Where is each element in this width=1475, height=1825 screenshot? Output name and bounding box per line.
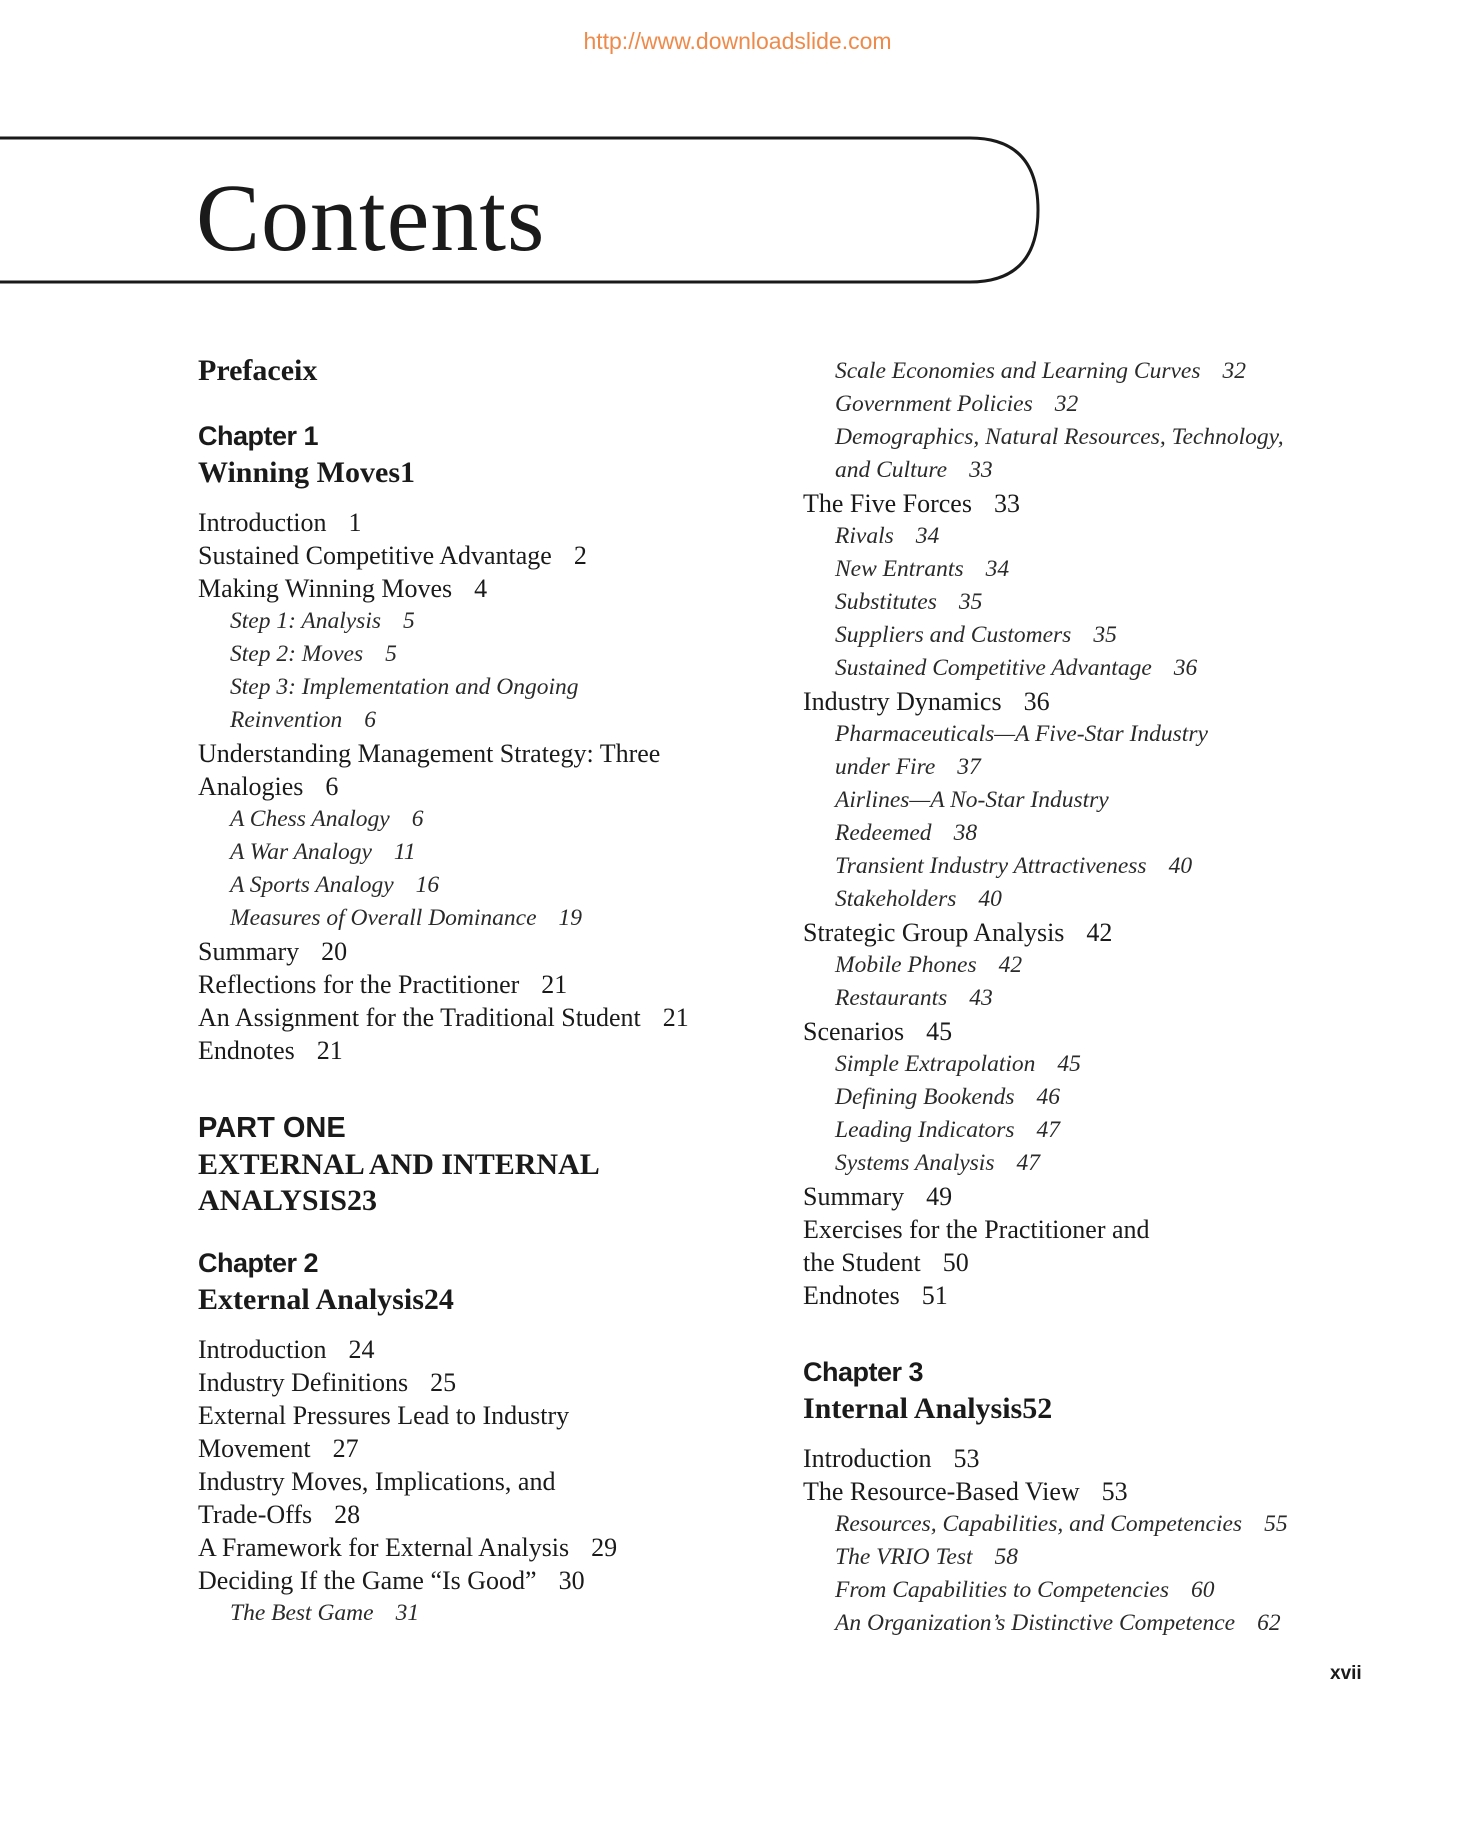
toc-entry[interactable] [198,1564,758,1597]
toc-entry-text: Understanding Management Strategy: Three [198,739,661,768]
toc-entry-text: and Culture [835,457,948,483]
toc-entry-page: 6 [364,707,376,733]
toc-entry-text: The Five Forces [803,489,972,518]
toc-subentry[interactable] [803,355,1363,388]
toc-entry[interactable] [198,1366,758,1399]
toc-subentry[interactable] [803,1114,1363,1147]
toc-entry-text: under Fire [835,754,936,780]
toc-entry-page: 21 [541,970,568,999]
toc-entry-text: Government Policies [835,391,1033,417]
part-title[interactable] [198,1147,758,1219]
toc-entry-text: Restaurants [835,985,948,1011]
toc-entry-page: 58 [994,1544,1019,1570]
toc-entry-text: External Pressures Lead to Industry [198,1401,570,1430]
part-title-line: EXTERNAL AND INTERNAL [198,1148,600,1181]
chapter-title[interactable] [803,1390,1363,1428]
toc-subentry[interactable] [198,836,758,869]
part-label: PART ONE [198,1112,346,1144]
toc-entry-text: Industry Moves, Implications, and [198,1467,556,1496]
toc-entry-text: Winning Moves [198,456,400,489]
toc-subentry[interactable] [803,1607,1363,1640]
toc-entry-text: Stakeholders [835,886,957,912]
toc-entry-page: 33 [993,489,1020,518]
toc-entry-page: 36 [1023,687,1050,716]
toc-entry-text: Transient Industry Attractiveness [835,853,1147,879]
toc-entry-text: Summary [198,937,300,966]
toc-entry[interactable] [198,1333,758,1366]
toc-subentry[interactable] [198,1597,758,1630]
toc-entry[interactable] [198,506,758,539]
toc-entry-page: 1 [400,456,415,489]
toc-entry-page: 27 [332,1434,359,1463]
toc-entry-page: 40 [978,886,1002,912]
toc-entry-page: 6 [411,806,424,832]
toc-entry-page: 47 [1016,1150,1040,1176]
toc-subentry[interactable] [803,718,1363,751]
toc-subentry[interactable] [803,850,1363,883]
toc-entry[interactable] [803,1279,1363,1312]
toc-subentry[interactable] [198,671,758,704]
toc-subentry[interactable] [803,1508,1363,1541]
toc-entry-text: The Resource-Based View [803,1477,1080,1506]
toc-entry[interactable] [198,935,758,968]
toc-subentry[interactable] [803,1048,1363,1081]
chapter-label: Chapter 3 [803,1357,924,1387]
toc-entry-text: Reflections for the Practitioner [198,970,520,999]
chapter-title[interactable] [198,1281,758,1319]
toc-entry[interactable] [803,1475,1363,1508]
toc-subentry[interactable] [803,817,1363,850]
toc-entry-page: 30 [558,1566,585,1595]
toc-entry-page: 28 [334,1500,361,1529]
toc-entry-page: 20 [321,937,348,966]
toc-subentry[interactable] [803,784,1363,817]
toc-entry-page: 55 [1264,1511,1288,1537]
toc-entry-page: 5 [403,608,415,634]
toc-entry-text: Preface [198,354,295,387]
toc-entry[interactable] [198,1432,758,1465]
toc-entry-page: ix [294,354,318,387]
toc-entry-text: Leading Indicators [835,1117,1015,1143]
toc-entry-page: 42 [998,952,1023,978]
toc-entry-text: Simple Extrapolation [835,1051,1036,1077]
toc-entry-text: Rivals [835,523,894,549]
toc-entry[interactable] [803,487,1363,520]
toc-entry-page: 36 [1173,655,1198,681]
toc-entry-text: New Entrants [835,556,964,582]
toc-entry[interactable] [198,539,758,572]
toc-entry-page: 45 [1057,1051,1081,1077]
toc-entry-text: Industry Dynamics [803,687,1002,716]
toc-entry[interactable] [198,1034,758,1067]
toc-entry[interactable] [198,968,758,1001]
toc-subentry[interactable] [803,421,1363,454]
toc-entry-page: 1 [348,508,362,537]
toc-entry-page: 51 [921,1281,948,1310]
toc-entry-text: Trade-Offs [198,1500,313,1529]
toc-subentry[interactable] [803,553,1363,586]
toc-entry[interactable] [198,1498,758,1531]
toc-entry-text: External Analysis [198,1283,424,1316]
toc-entry-page: 24 [348,1335,375,1364]
toc-preface[interactable] [198,352,758,390]
toc-entry-text: Scenarios [803,1017,905,1046]
toc-entry-page: 29 [591,1533,618,1562]
toc-entry-text: Endnotes [803,1281,900,1310]
toc-entry-page: 42 [1086,918,1113,947]
toc-entry-page: 21 [662,1003,689,1032]
header-url[interactable]: http://www.downloadslide.com [583,28,892,54]
toc-entry-text: Sustained Competitive Advantage [835,655,1152,681]
toc-subentry[interactable] [198,803,758,836]
section-gap [803,1312,1363,1354]
toc-entry-text: Step 2: Moves [230,641,364,667]
toc-entry[interactable] [803,1442,1363,1475]
toc-subentry[interactable] [803,982,1363,1015]
toc-entry-text: Measures of Overall Dominance [230,905,537,931]
toc-entry-text: Scale Economies and Learning Curves [835,358,1201,384]
toc-entry-text: A Chess Analogy [230,806,390,832]
toc-entry-text: The Best Game [230,1600,374,1626]
toc-entry-text: Resources, Capabilities, and Competencies [835,1511,1243,1537]
toc-entry-text: Introduction [803,1444,932,1473]
toc-subentry[interactable] [803,652,1363,685]
toc-subentry[interactable] [198,704,758,737]
toc-entry-text: Demographics, Natural Resources, Technology, [835,424,1284,450]
toc-entry-text: Airlines—A No-Star Industry [835,787,1109,813]
toc-entry-text: Analogies [198,772,304,801]
toc-entry-page: 43 [969,985,993,1011]
toc-entry-page: 11 [393,839,416,865]
chapter-label: Chapter 2 [198,1248,319,1278]
toc-entry-page: 52 [1022,1392,1053,1425]
toc-entry[interactable] [198,1465,758,1498]
toc-subentry[interactable] [803,883,1363,916]
page-title: Contents [196,164,546,271]
toc-entry-page: 60 [1190,1577,1215,1603]
part-title-line [198,1183,758,1219]
toc-entry-page: 21 [316,1036,343,1065]
toc-entry-page: 4 [474,574,488,603]
toc-entry-page: 37 [957,754,981,780]
toc-entry[interactable] [803,1213,1363,1246]
toc-entry[interactable] [198,1001,758,1034]
toc-entry-text: Redeemed [835,820,932,846]
toc-entry-page: 53 [1101,1477,1128,1506]
toc-entry-page: 35 [1093,622,1117,648]
toc-entry-text: Systems Analysis [835,1150,995,1176]
toc-entry-page: 50 [942,1248,969,1277]
toc-entry-page: 62 [1257,1610,1281,1636]
toc-entry-page: 53 [953,1444,980,1473]
toc-entry-text: A Framework for External Analysis [198,1533,570,1562]
toc-subentry[interactable] [803,751,1363,784]
toc-subentry[interactable] [803,619,1363,652]
toc-entry-text: From Capabilities to Competencies [835,1577,1169,1603]
toc-left-column [198,352,758,1630]
toc-entry-text: Deciding If the Game “Is Good” [198,1566,537,1595]
toc-subentry[interactable] [198,902,758,935]
toc-entry-text: A War Analogy [230,839,372,865]
toc-entry-page: 33 [969,457,993,483]
toc-entry[interactable] [198,1531,758,1564]
toc-subentry[interactable] [198,869,758,902]
toc-entry-page: 25 [430,1368,457,1397]
chapter-title[interactable] [198,454,758,492]
toc-entry-text: Suppliers and Customers [835,622,1072,648]
toc-entry[interactable] [198,572,758,605]
toc-entry[interactable] [803,685,1363,718]
toc-subentry[interactable] [803,1574,1363,1607]
toc-entry-page: 5 [385,641,397,667]
toc-entry[interactable] [803,916,1363,949]
page-number: xvii [1330,1663,1362,1684]
toc-entry-page: 23 [346,1184,377,1217]
toc-entry-page: 16 [415,872,440,898]
toc-entry-text: Summary [803,1182,905,1211]
toc-subentry[interactable] [803,1081,1363,1114]
toc-entry[interactable] [198,1399,758,1432]
toc-entry-text: Exercises for the Practitioner and [803,1215,1150,1244]
toc-entry-text: A Sports Analogy [230,872,394,898]
toc-subentry[interactable] [198,638,758,671]
toc-entry-page: 32 [1222,358,1247,384]
toc-entry-text: Making Winning Moves [198,574,453,603]
toc-entry-page: 40 [1168,853,1193,879]
toc-entry-text: ANALYSIS [198,1184,347,1217]
toc-subentry[interactable] [803,520,1363,553]
toc-entry[interactable] [198,770,758,803]
toc-entry-text: Introduction [198,508,327,537]
toc-entry-page: 6 [325,772,339,801]
toc-entry-text: Strategic Group Analysis [803,918,1065,947]
toc-entry-text: Movement [198,1434,311,1463]
toc-entry-text: Step 3: Implementation and Ongoing [230,674,579,700]
chapter-label: Chapter 1 [198,421,319,451]
toc-subentry[interactable] [803,454,1363,487]
toc-entry-text: Internal Analysis [803,1392,1023,1425]
toc-entry-text: Reinvention [230,707,343,733]
toc-entry-text: An Assignment for the Traditional Student [198,1003,641,1032]
toc-entry-text: Mobile Phones [835,952,977,978]
toc-entry-page: 46 [1036,1084,1060,1110]
toc-entry-text: the Student [803,1248,921,1277]
toc-entry-text: Introduction [198,1335,327,1364]
toc-entry[interactable] [803,1246,1363,1279]
toc-right-column [803,355,1363,1640]
toc-entry-page: 2 [573,541,587,570]
toc-entry-page: 34 [985,556,1010,582]
toc-entry-text: Industry Definitions [198,1368,409,1397]
section-gap [198,1067,758,1109]
toc-entry-page: 47 [1036,1117,1061,1143]
toc-entry-text: Step 1: Analysis [230,608,381,634]
toc-entry-text: Defining Bookends [835,1084,1015,1110]
toc-entry-page: 34 [915,523,940,549]
toc-entry-page: 45 [926,1017,953,1046]
toc-entry[interactable] [198,737,758,770]
toc-subentry[interactable] [803,1541,1363,1574]
toc-subentry[interactable] [803,586,1363,619]
toc-entry-page: 31 [395,1600,420,1626]
toc-subentry[interactable] [198,605,758,638]
toc-entry-text: An Organization’s Distinctive Competence [835,1610,1236,1636]
toc-subentry[interactable] [803,1147,1363,1180]
toc-entry-page: 49 [926,1182,953,1211]
toc-entry-text: The VRIO Test [835,1544,973,1570]
toc-entry-text: Substitutes [835,589,937,615]
toc-entry-page: 32 [1054,391,1079,417]
toc-entry-text: Pharmaceuticals—A Five-Star Industry [835,721,1208,747]
toc-entry-page: 19 [558,905,583,931]
toc-entry-text: Endnotes [198,1036,295,1065]
toc-subentry[interactable] [803,388,1363,421]
toc-subentry[interactable] [803,949,1363,982]
toc-entry[interactable] [803,1015,1363,1048]
toc-entry-page: 38 [953,820,978,846]
toc-entry-page: 35 [958,589,983,615]
toc-entry-page: 24 [423,1283,454,1316]
toc-entry-text: Sustained Competitive Advantage [198,541,552,570]
toc-entry[interactable] [803,1180,1363,1213]
